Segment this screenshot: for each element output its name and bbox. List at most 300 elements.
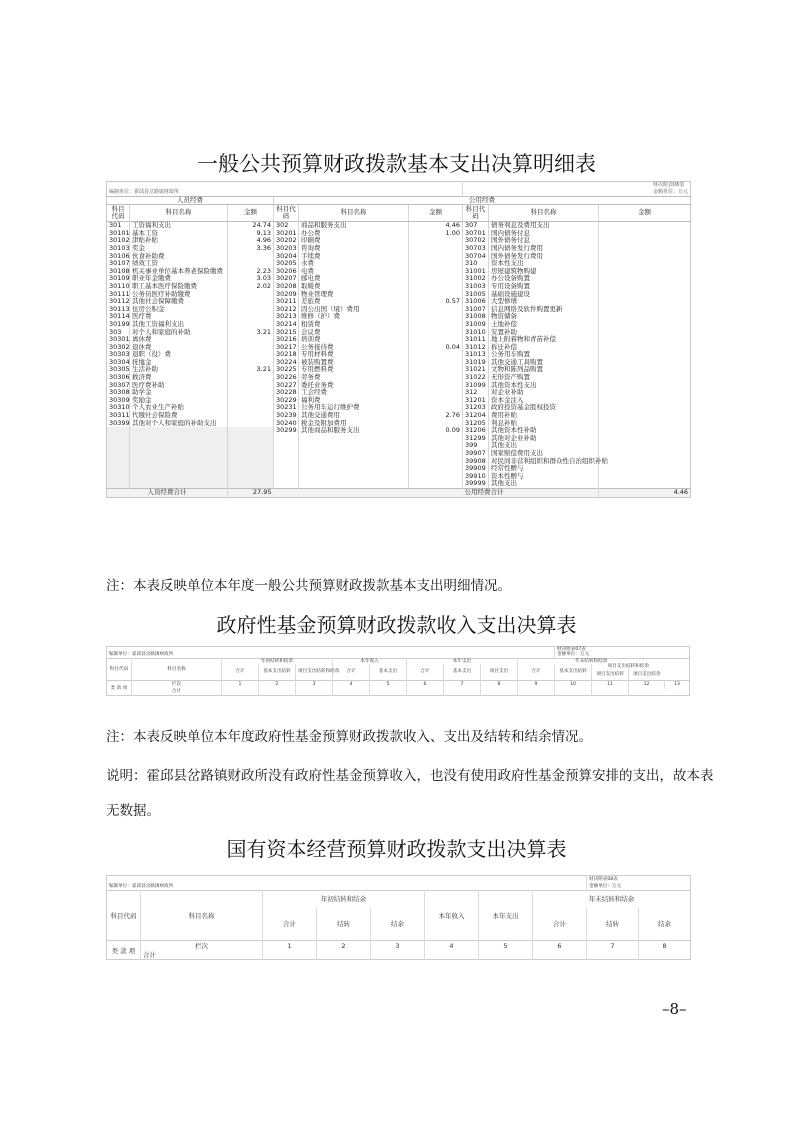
cell-code: 30301 — [109, 335, 130, 344]
cell-code: 30103 — [109, 243, 130, 252]
cell-code — [107, 450, 130, 458]
cell-name: 商品和服务支出 — [299, 222, 409, 230]
sub-basic-balance: 基本支出结转 — [259, 664, 296, 681]
cell-code: 399 — [463, 442, 489, 450]
cell-name — [299, 458, 409, 466]
cell-amount: 2.76 — [409, 412, 463, 420]
table-row — [107, 313, 691, 321]
table-row — [107, 253, 691, 261]
cell-code: 30110 — [109, 281, 130, 290]
cell-amount — [228, 344, 274, 352]
cell-code: 30106 — [109, 251, 130, 260]
cell-name: 物资储备 — [489, 313, 599, 321]
cell-amount — [599, 321, 691, 329]
cell-name: 其他交通工具购置 — [489, 359, 599, 367]
table-row — [107, 397, 691, 405]
cell-name: 资本性赠与 — [489, 473, 599, 481]
cell-amount — [409, 382, 463, 390]
cell-name: 债务利息及费用支出 — [489, 222, 599, 230]
table-row — [107, 245, 691, 253]
cell-code: 39908 — [463, 458, 489, 466]
cell-name: 差旅费 — [299, 298, 409, 306]
cell-code: 30206 — [274, 268, 299, 276]
cell-name: 绩效工资 — [130, 260, 228, 268]
table-row — [107, 268, 691, 276]
cell-code: 31019 — [463, 359, 489, 367]
cell-name: 租赁费 — [299, 321, 409, 329]
cell-amount — [599, 245, 691, 253]
cell-code: 31010 — [463, 329, 489, 337]
table-row — [107, 442, 691, 450]
cell-amount — [599, 389, 691, 397]
cell-name: 奖金 — [130, 245, 228, 253]
cell-code: 30239 — [274, 412, 299, 420]
sub-total: 合计 — [263, 907, 317, 941]
cell-amount — [409, 473, 463, 481]
cell-name — [299, 442, 409, 450]
cell-name: 其他支出 — [489, 480, 599, 488]
cell-amount — [599, 404, 691, 412]
cell-code: 30202 — [274, 237, 299, 245]
cell-name: 其他工资福利支出 — [130, 321, 228, 329]
cell-amount: 0.09 — [409, 427, 463, 435]
col-number: 6 — [533, 941, 587, 951]
col-number: 3 — [371, 941, 425, 951]
cell-code: 39910 — [463, 473, 489, 481]
cell-amount — [599, 222, 691, 230]
cell-amount — [599, 351, 691, 359]
col-name-header: 科目名称 — [132, 658, 222, 681]
table-row — [107, 336, 691, 344]
cell-amount — [409, 442, 463, 450]
cell-name: 国内债务付息 — [489, 230, 599, 238]
cell-code: 30217 — [274, 344, 299, 352]
cell-amount — [599, 458, 691, 466]
cell-code: 31021 — [463, 366, 489, 374]
cell-amount — [228, 298, 274, 306]
col-number: 6 — [407, 681, 444, 689]
sub-project: 项目支出 — [481, 664, 518, 681]
cell-code: 30214 — [274, 321, 299, 329]
cell-code: 312 — [463, 389, 489, 397]
group-public-header: 公用经费 — [274, 196, 691, 205]
cell-amount — [409, 329, 463, 337]
table-row — [107, 344, 691, 352]
col-number: 4 — [425, 941, 479, 951]
col-number: 10 — [555, 681, 592, 689]
state-capital-table — [106, 875, 691, 960]
cell-name: 其他支出 — [489, 442, 599, 450]
cell-name — [130, 427, 228, 435]
cell-code: 31006 — [463, 298, 489, 306]
cell-code — [274, 480, 299, 488]
cell-code: 30240 — [274, 420, 299, 428]
cell-amount — [228, 442, 274, 450]
cell-code: 31003 — [463, 283, 489, 291]
col-expense-header: 本年支出 — [479, 891, 533, 941]
cell-code — [107, 442, 130, 450]
cell-name: 职工基本医疗保险缴费 — [130, 283, 228, 291]
table-row — [107, 420, 691, 428]
section3-title: 国有资本经营预算财政拨款支出决算表 — [226, 837, 567, 861]
cell-code: 31002 — [463, 275, 489, 283]
sub-basic: 基本支出 — [370, 664, 407, 681]
cell-name: 专用材料费 — [299, 351, 409, 359]
grp-end-header: 年末结转和结余 — [533, 891, 691, 907]
table-row — [107, 473, 691, 481]
cell-name: 国家赔偿费用支出 — [489, 450, 599, 458]
cell-name: 国外债务付息 — [489, 237, 599, 245]
sub-carry: 结转 — [317, 907, 371, 941]
col-number: 1 — [263, 941, 317, 951]
cell-name — [130, 465, 228, 473]
cell-amount — [228, 435, 274, 443]
cell-name: 退休费 — [130, 344, 228, 352]
cell-code — [107, 480, 130, 488]
cell-name: 税金及附加费用 — [299, 420, 409, 428]
cell-amount — [599, 435, 691, 443]
cell-code: 30308 — [109, 388, 130, 397]
cell-name: 培训费 — [299, 336, 409, 344]
cell-code: 30226 — [274, 374, 299, 382]
cell-amount: 3.21 — [228, 366, 274, 374]
col-name-header: 科目名称 — [489, 205, 599, 222]
cell-name: 医疗费补助 — [130, 382, 228, 390]
cell-name: 奖励金 — [130, 397, 228, 405]
cell-amount — [409, 245, 463, 253]
cell-name: 职业年金缴费 — [130, 275, 228, 283]
cell-code: 30399 — [109, 418, 130, 427]
cell-code — [274, 450, 299, 458]
cell-amount — [409, 389, 463, 397]
cell-amount — [228, 404, 274, 412]
col-number: 8 — [481, 681, 518, 689]
cell-name: 其他对个人和家庭的补助支出 — [130, 420, 228, 428]
cell-amount — [409, 306, 463, 314]
cell-amount — [409, 321, 463, 329]
cell-code: 30212 — [274, 306, 299, 314]
table-row — [107, 382, 691, 390]
cell-name — [299, 465, 409, 473]
table-row — [107, 480, 691, 488]
cell-code: 30209 — [274, 291, 299, 299]
cell-amount — [409, 435, 463, 443]
cell-name: 政府投资基金股权投资 — [489, 404, 599, 412]
cell-name: 咨询费 — [299, 245, 409, 253]
cell-amount — [228, 397, 274, 405]
col-index-label: 栏次 — [141, 941, 263, 951]
cell-amount: 0.57 — [409, 298, 463, 306]
class-label: 类 款 项 — [111, 946, 136, 955]
cell-name — [130, 442, 228, 450]
cell-name: 生活补助 — [130, 366, 228, 374]
unit-label: 金额单位：万元 — [463, 189, 691, 196]
cell-code — [107, 427, 130, 435]
cell-code: 31201 — [463, 397, 489, 405]
cell-name: 因公出国（境）费用 — [299, 306, 409, 314]
cell-amount — [228, 389, 274, 397]
col-name-header: 科目名称 — [130, 205, 228, 222]
cell-name: 办公费 — [299, 230, 409, 238]
cell-code: 30114 — [109, 312, 130, 321]
cell-amount — [599, 412, 691, 420]
cell-amount — [228, 412, 274, 420]
cell-amount — [228, 374, 274, 382]
sub-project-balance: 项目支出结转和结余 — [296, 664, 333, 681]
cell-amount — [409, 260, 463, 268]
cell-name — [130, 458, 228, 466]
col-code-header: 科目代码 — [107, 205, 130, 222]
cell-code: 30228 — [274, 389, 299, 397]
cell-amount: 1.00 — [409, 230, 463, 238]
table-code: 财决附表07表 — [555, 647, 665, 653]
cell-amount — [228, 450, 274, 458]
cell-amount — [228, 458, 274, 466]
cell-name: 工会经费 — [299, 389, 409, 397]
section2-note: 注：本表反映单位本年度政府性基金预算财政拨款收入、支出及结转和结余情况。 — [106, 729, 592, 745]
cell-name: 国外债务发行费用 — [489, 253, 599, 261]
cell-amount — [409, 458, 463, 466]
cell-amount — [228, 291, 274, 299]
section2-explain-line2: 无数据。 — [106, 803, 160, 819]
cell-code: 30102 — [109, 236, 130, 245]
cell-code: 30309 — [109, 395, 130, 404]
cell-name — [299, 480, 409, 488]
cell-amount: 3.36 — [228, 245, 274, 253]
sub-project-carry: 项目支出结转 — [592, 669, 629, 681]
table-row — [107, 283, 691, 291]
cell-name: 大型修缮 — [489, 298, 599, 306]
cell-code: 30702 — [463, 237, 489, 245]
cell-amount — [228, 382, 274, 390]
cell-code: 30204 — [274, 253, 299, 261]
cell-name: 退职（役）费 — [130, 351, 228, 359]
cell-name: 公务用车购置 — [489, 351, 599, 359]
col-number: 4 — [333, 681, 370, 689]
cell-amount — [599, 253, 691, 261]
cell-name: 地上附着物和青苗补偿 — [489, 336, 599, 344]
table-row — [107, 329, 691, 337]
cell-code: 31012 — [463, 344, 489, 352]
cell-name: 房屋建筑物购建 — [489, 268, 599, 276]
col-income-header: 本年收入 — [425, 891, 479, 941]
col-amount-header: 金额 — [599, 205, 691, 222]
cell-amount — [599, 427, 691, 435]
cell-name: 费用补贴 — [489, 412, 599, 420]
section2-explain-line1: 说明：霍邱县岔路镇财政所没有政府性基金预算收入，也没有使用政府性基金预算安排的支出，故本表 — [106, 768, 714, 784]
cell-code: 30229 — [274, 397, 299, 405]
total-public-label: 公用经费合计 — [463, 488, 599, 497]
cell-name: 文物和陈列品购置 — [489, 366, 599, 374]
cell-code: 30201 — [274, 230, 299, 238]
cell-code: 31013 — [463, 351, 489, 359]
group-personnel-header: 人员经费 — [107, 196, 274, 205]
cell-amount — [228, 351, 274, 359]
cell-code: 30112 — [109, 297, 130, 306]
cell-amount — [599, 313, 691, 321]
cell-code: 30215 — [274, 329, 299, 337]
sub-total: 合计 — [518, 664, 555, 681]
grp-begin-header: 年初结转和结余 — [222, 658, 333, 664]
table-row — [107, 306, 691, 314]
cell-code: 30310 — [109, 403, 130, 412]
col-number: 1 — [222, 681, 259, 689]
cell-name: 其他资本性补助 — [489, 427, 599, 435]
cell-code: 31001 — [463, 268, 489, 276]
cell-amount — [599, 450, 691, 458]
cell-amount — [599, 306, 691, 314]
cell-name: 取暖费 — [299, 283, 409, 291]
sub-total: 合计 — [333, 664, 370, 681]
cell-code: 31007 — [463, 306, 489, 314]
grp-end-header: 年末结转和结余 — [518, 658, 665, 664]
grp-expense-header: 本年支出 — [407, 658, 518, 664]
cell-name: 印刷费 — [299, 237, 409, 245]
table-row — [107, 351, 691, 359]
cell-amount — [599, 268, 691, 276]
cell-code: 30231 — [274, 404, 299, 412]
table-row — [107, 427, 691, 435]
cell-amount: 0.04 — [409, 344, 463, 352]
cell-code: 30111 — [109, 289, 130, 298]
cell-code — [274, 458, 299, 466]
cell-amount — [599, 336, 691, 344]
cell-amount — [228, 420, 274, 428]
grp-income-header: 本年收入 — [333, 658, 407, 664]
cell-code: 30101 — [109, 228, 130, 237]
cell-name — [130, 450, 228, 458]
cell-name: 资本性支出 — [489, 260, 599, 268]
cell-code: 39907 — [463, 450, 489, 458]
section1-title: 一般公共预算财政拨款基本支出决算明细表 — [197, 152, 596, 176]
cell-amount — [228, 473, 274, 481]
sub-basic-carry: 基本支出结转 — [555, 664, 592, 681]
cell-name: 专用燃料费 — [299, 366, 409, 374]
col-code-header: 科目代码 — [463, 205, 489, 222]
cell-amount — [599, 275, 691, 283]
class-label: 类 款 项 — [110, 685, 128, 691]
sub-total: 合计 — [222, 664, 259, 681]
page-number: –8– — [662, 1000, 687, 1018]
cell-code: 30203 — [274, 245, 299, 253]
cell-amount — [599, 359, 691, 367]
cell-name: 委托业务费 — [299, 382, 409, 390]
cell-code: 30108 — [109, 266, 130, 275]
cell-amount — [228, 253, 274, 261]
cell-amount — [409, 237, 463, 245]
cell-amount — [599, 291, 691, 299]
sub-project-surplus: 项目支出结余 — [629, 669, 665, 681]
table-row — [107, 222, 691, 230]
grp-begin-header: 年初结转和结余 — [263, 891, 425, 907]
cell-code: 30304 — [109, 357, 130, 366]
total-personnel-value: 27.95 — [228, 488, 274, 497]
col-name-header: 科目名称 — [299, 205, 409, 222]
cell-amount: 4.46 — [409, 222, 463, 230]
cell-code — [107, 458, 130, 466]
sub-basic: 基本支出 — [444, 664, 481, 681]
cell-code: 39999 — [463, 480, 489, 488]
cell-name: 住房公积金 — [130, 306, 228, 314]
sub-surplus: 结余 — [639, 907, 691, 941]
cell-name: 助学金 — [130, 389, 228, 397]
cell-code — [274, 473, 299, 481]
cell-amount — [599, 465, 691, 473]
cell-code: 31203 — [463, 404, 489, 412]
cell-name: 离休费 — [130, 336, 228, 344]
section1-note: 注：本表反映单位本年度一般公共预算财政拨款基本支出明细情况。 — [106, 578, 511, 594]
cell-code: 30302 — [109, 342, 130, 351]
cell-name: 其他资本性支出 — [489, 382, 599, 390]
cell-code: 31009 — [463, 321, 489, 329]
cell-amount: 2.23 — [228, 268, 274, 276]
col-number: 2 — [317, 941, 371, 951]
cell-name: 手续费 — [299, 253, 409, 261]
cell-amount — [409, 359, 463, 367]
government-fund-table — [106, 646, 690, 696]
cell-code: 30701 — [463, 230, 489, 238]
cell-name: 其他商品和服务支出 — [299, 427, 409, 435]
cell-name: 医疗费 — [130, 313, 228, 321]
cell-amount — [409, 275, 463, 283]
cell-name: 津贴补贴 — [130, 237, 228, 245]
cell-code: 303 — [109, 327, 122, 336]
cell-name: 维修（护）费 — [299, 313, 409, 321]
col-number: 3 — [296, 681, 333, 689]
cell-amount — [599, 344, 691, 352]
cell-amount — [599, 298, 691, 306]
cell-amount — [599, 283, 691, 291]
cell-code: 30703 — [463, 245, 489, 253]
cell-amount — [599, 237, 691, 245]
col-code-header: 科目代码 — [274, 205, 299, 222]
col-number: 11 — [592, 681, 629, 689]
cell-amount — [409, 268, 463, 276]
cell-code: 310 — [463, 260, 489, 268]
sub-total: 合计 — [407, 664, 444, 681]
total-public-value: 4.46 — [599, 488, 691, 497]
cell-name: 水费 — [299, 260, 409, 268]
cell-name — [299, 450, 409, 458]
cell-name: 被装购置费 — [299, 359, 409, 367]
cell-amount — [228, 427, 274, 435]
cell-code: 30199 — [109, 319, 130, 328]
cell-amount — [599, 260, 691, 268]
basic-expenditure-table — [106, 181, 691, 498]
col-number: 13 — [665, 681, 690, 689]
cell-name — [299, 435, 409, 443]
cell-amount — [409, 253, 463, 261]
cell-name: 其他交通费用 — [299, 412, 409, 420]
cell-name: 其他对企业补助 — [489, 435, 599, 443]
cell-amount — [409, 351, 463, 359]
col-index-label: 栏次 — [132, 681, 222, 689]
cell-code: 30216 — [274, 336, 299, 344]
col-number: 12 — [629, 681, 665, 689]
col-number: 7 — [587, 941, 639, 951]
sub-surplus: 结余 — [371, 907, 425, 941]
cell-name: 代缴社会保险费 — [130, 412, 228, 420]
cell-name: 办公设备购置 — [489, 275, 599, 283]
table-row — [107, 230, 691, 238]
cell-name: 无形资产购置 — [489, 374, 599, 382]
cell-name: 信息网络及软件购置更新 — [489, 306, 599, 314]
cell-name: 救济费 — [130, 374, 228, 382]
org-label: 编制单位：霍邱县岔路镇财政所 — [109, 884, 174, 890]
cell-name — [130, 473, 228, 481]
cell-name: 基本工资 — [130, 230, 228, 238]
cell-name: 劳务费 — [299, 374, 409, 382]
